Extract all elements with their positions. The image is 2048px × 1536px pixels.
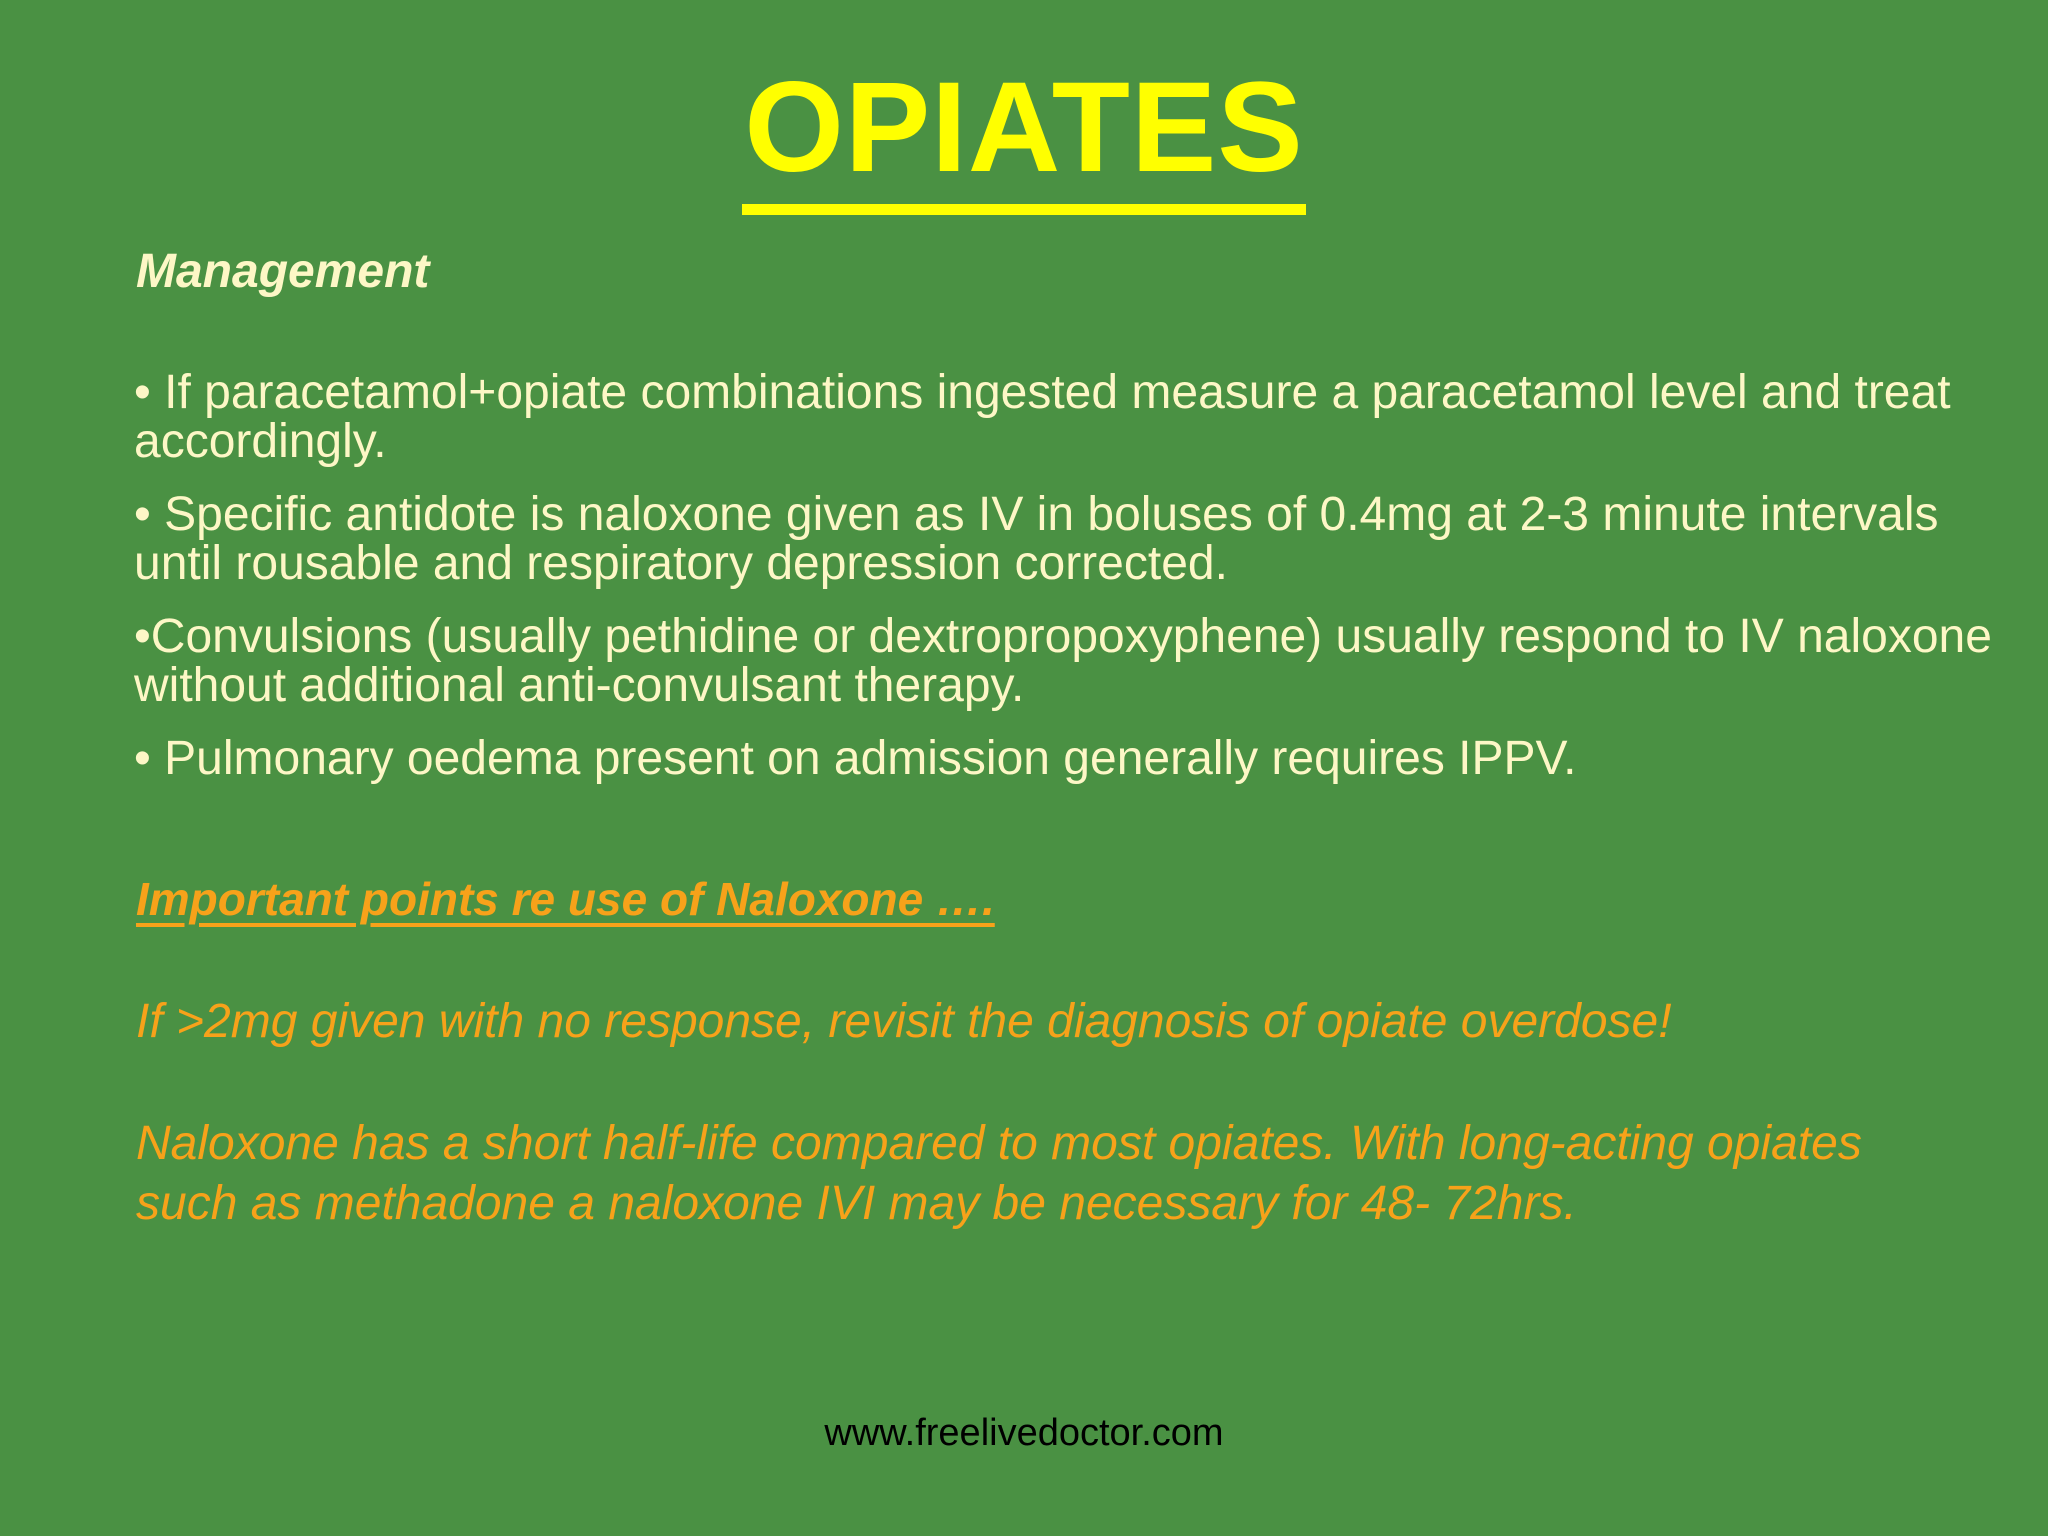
bullet-item-pulmonary-oedema: • Pulmonary oedema present on admission generally requires IPPV. — [134, 732, 1577, 785]
section-heading-management: Management — [136, 245, 430, 298]
footer-website: www.freelivedoctor.com — [824, 1412, 1224, 1454]
slide-title — [0, 56, 2048, 215]
bullet-item-antidote: • Specific antidote is naloxone given as IV in boluses of 0.4mg at 2-3 minute intervals until rousable and respiratory depression corrected. — [134, 488, 1939, 590]
slide-title-text: OPIATES — [742, 62, 1305, 215]
naloxone-points-heading: Important points re use of Naloxone …. — [136, 873, 995, 925]
naloxone-note-dose: If >2mg given with no response, revisit the diagnosis of opiate overdose! — [136, 995, 1672, 1048]
management-bullet-list — [134, 368, 1994, 807]
bullet-item-paracetamol: • If paracetamol+opiate combinations ingested measure a paracetamol level and treat accordingly. — [134, 366, 1951, 468]
bullet-item-convulsions: •Convulsions (usually pethidine or dextropropoxyphene) usually respond to IV naloxone without additional anti-convulsant therapy. — [134, 610, 1992, 712]
naloxone-note-half-life: Naloxone has a short half-life compared to most opiates. With long-acting opiates such as methadone a naloxone IVI may be necessary for 48- 72hrs. — [136, 1117, 1862, 1230]
